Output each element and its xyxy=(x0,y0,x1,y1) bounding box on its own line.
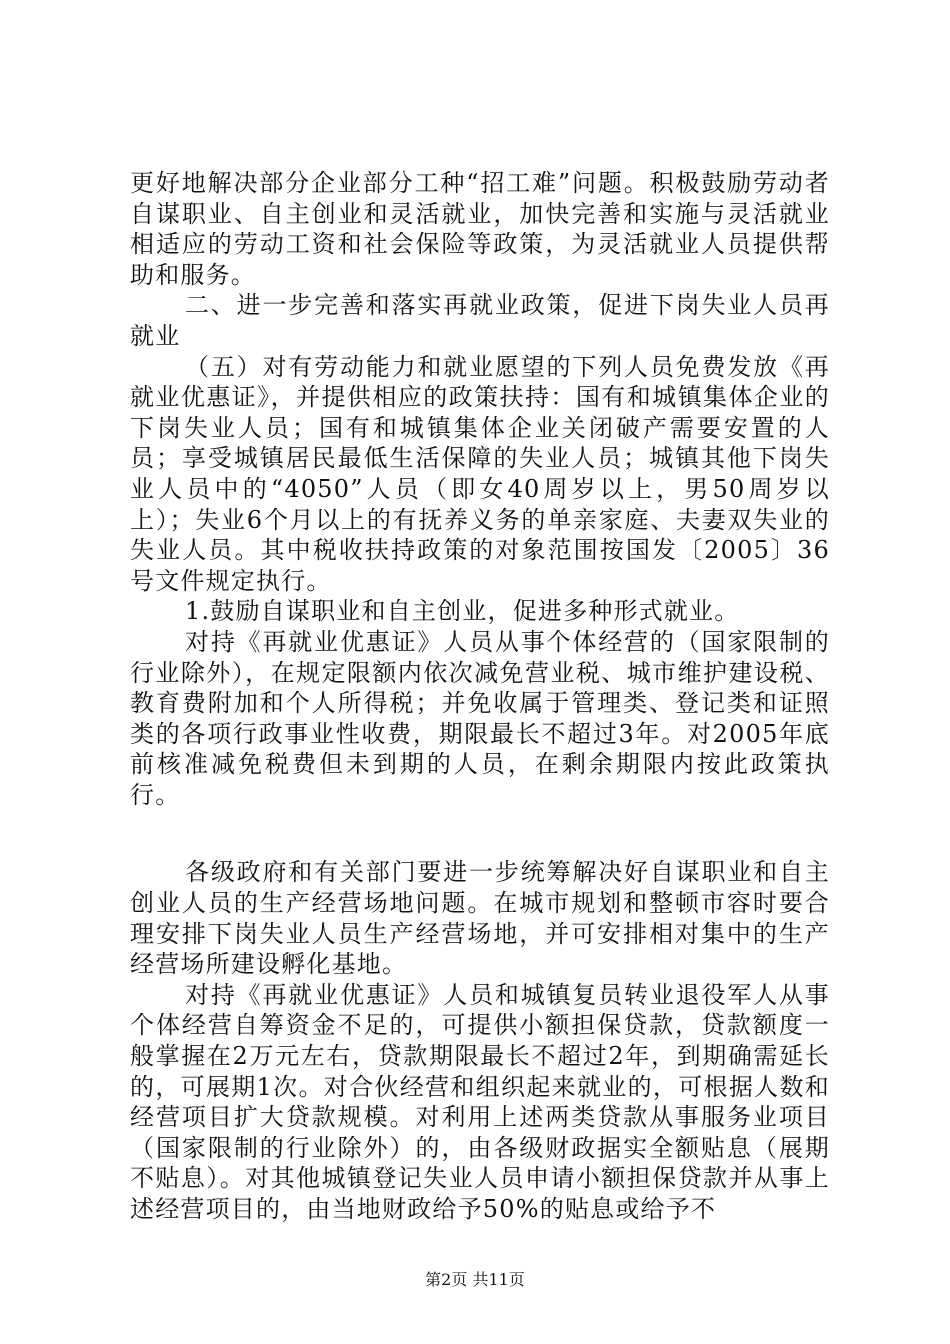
document-body xyxy=(130,168,830,1225)
paragraph-small-loans: 对持《再就业优惠证》人员和城镇复员转业退役军人从事个体经营自筹资金不足的，可提供小额担保贷款，贷款额度一般掌握在2万元左右，贷款期限最长不超过2年，到期确需延长的，可展期1次。对合伙经营和组织起来就业的，可根据人数和经营项目扩大贷款规模。对利用上述两类贷款从事服务业项目（国家限制的行业除外）的，由各级财政据实全额贴息（展期不贴息）。对其他城镇登记失业人员申请小额担保贷款并从事上述经营项目的，由当地财政给予50%的贴息或给予不 xyxy=(130,980,830,1223)
paragraph-continuation: 更好地解决部分企业部分工种“招工难”问题。积极鼓励劳动者自谋职业、自主创业和灵活就业，加快完善和实施与灵活就业相适应的劳动工资和社会保险等政策，为灵活就业人员提供帮助和服务。 xyxy=(130,169,830,289)
subheading-item-one: 1.鼓励自谋职业和自主创业，促进多种形式就业。 xyxy=(185,597,740,626)
page-number-footer: 第2页 共11页 xyxy=(425,1270,525,1289)
paragraph-item-five: （五）对有劳动能力和就业愿望的下列人员免费发放《再就业优惠证》，并提供相应的政策扶持：国有和城镇集体企业的下岗失业人员；国有和城镇集体企业关闭破产需要安置的人员；享受城镇居民最低生活保障的失业人员；城镇其他下岗失业人员中的“4050”人员（即女40周岁以上，男50周岁以上）；失业6个月以上的有抚养义务的单亲家庭、夫妻双失业的失业人员。其中税收扶持政策的对象范围按国发〔2005〕36号文件规定执行。 xyxy=(130,352,830,595)
blank-line xyxy=(130,810,830,857)
paragraph-tax-relief: 对持《再就业优惠证》人员从事个体经营的（国家限制的行业除外），在规定限额内依次减免营业税、城市维护建设税、教育费附加和个人所得税；并免收属于管理类、登记类和证照类的各项行政事业性收费，期限最长不超过3年。对2005年底前核准减免税费但未到期的人员，在剩余期限内按此政策执行。 xyxy=(130,627,830,809)
section-heading: 二、进一步完善和落实再就业政策，促进下岗失业人员再就业 xyxy=(130,291,830,350)
paragraph-business-sites: 各级政府和有关部门要进一步统筹解决好自谋职业和自主创业人员的生产经营场地问题。在城市规划和整顿市容时要合理安排下岗失业人员生产经营场地，并可安排相对集中的生产经营场所建设孵化基地。 xyxy=(130,858,830,979)
